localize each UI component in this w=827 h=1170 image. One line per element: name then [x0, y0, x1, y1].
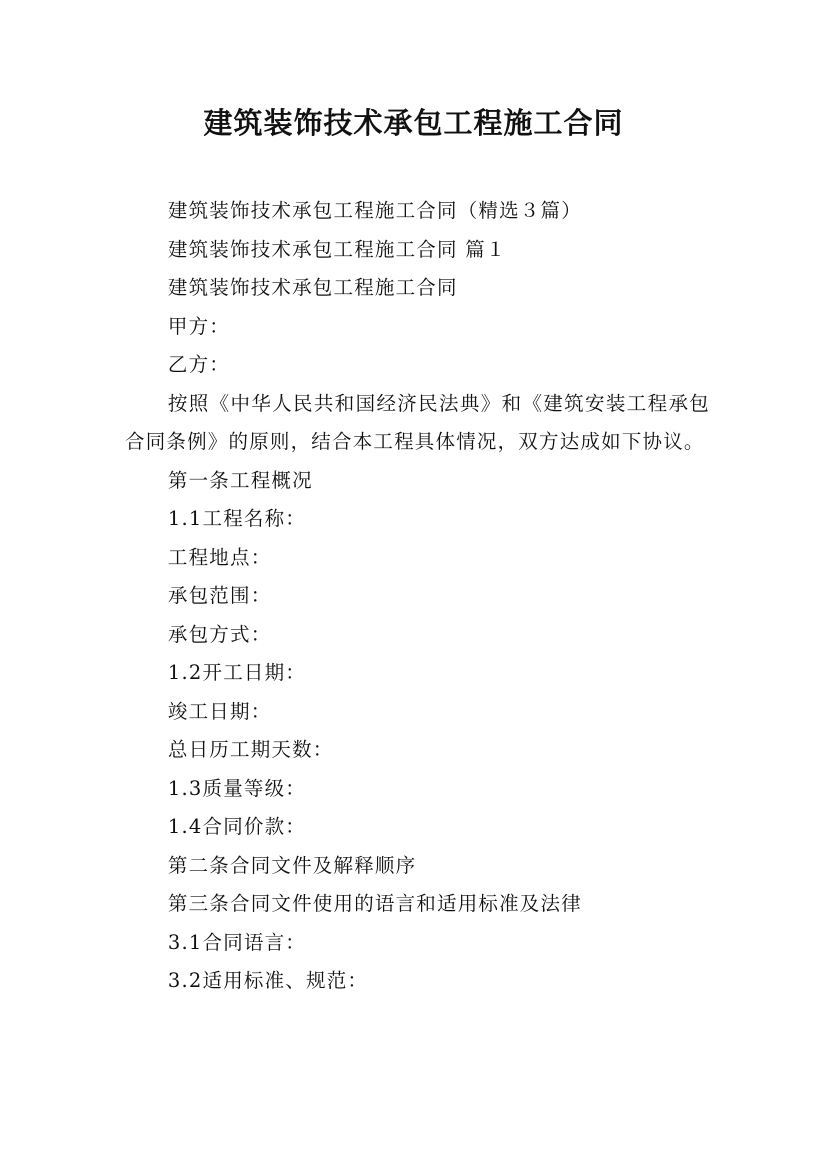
paragraph-preamble: 按照《中华人民共和国经济民法典》和《建筑安装工程承包合同条例》的原则，结合本工程具体情况，双方达成如下协议。	[125, 391, 710, 453]
paragraph-intro-title: 建筑装饰技术承包工程施工合同（精选３篇）	[167, 199, 582, 222]
paragraph-article-3-heading: 第三条合同文件使用的语言和适用标准及法律	[167, 892, 582, 915]
paragraph-total-days: 总日历工期天数：	[167, 738, 334, 761]
paragraph-project-location: 工程地点：	[167, 545, 272, 569]
paragraph-contract-price: 1.4合同价款：	[167, 815, 307, 838]
paragraph-article-1-heading: 第一条工程概况	[167, 468, 313, 492]
document-body	[125, 192, 710, 1001]
paragraph-contract-scope: 承包范围：	[167, 584, 272, 607]
document-title: 建筑装饰技术承包工程施工合同	[203, 106, 624, 140]
paragraph-quality-grade: 1.3质量等级：	[167, 776, 307, 800]
paragraph-party-a: 甲方：	[167, 314, 230, 338]
paragraph-article-2-heading: 第二条合同文件及解释顺序	[167, 853, 417, 877]
paragraph-project-name: 1.1工程名称：	[167, 507, 307, 530]
paragraph-contract-name: 建筑装饰技术承包工程施工合同	[167, 276, 458, 299]
paragraph-completion-date: 竣工日期：	[167, 699, 272, 723]
paragraph-contract-language: 3.1合同语言：	[167, 930, 307, 954]
paragraph-party-b: 乙方：	[167, 353, 230, 376]
paragraph-start-date: 1.2开工日期：	[167, 661, 307, 684]
paragraph-contract-method: 承包方式：	[167, 622, 272, 646]
paragraph-applicable-standards: 3.2适用标准、规范：	[167, 969, 369, 992]
paragraph-part-1-heading: 建筑装饰技术承包工程施工合同 篇１	[167, 237, 507, 261]
